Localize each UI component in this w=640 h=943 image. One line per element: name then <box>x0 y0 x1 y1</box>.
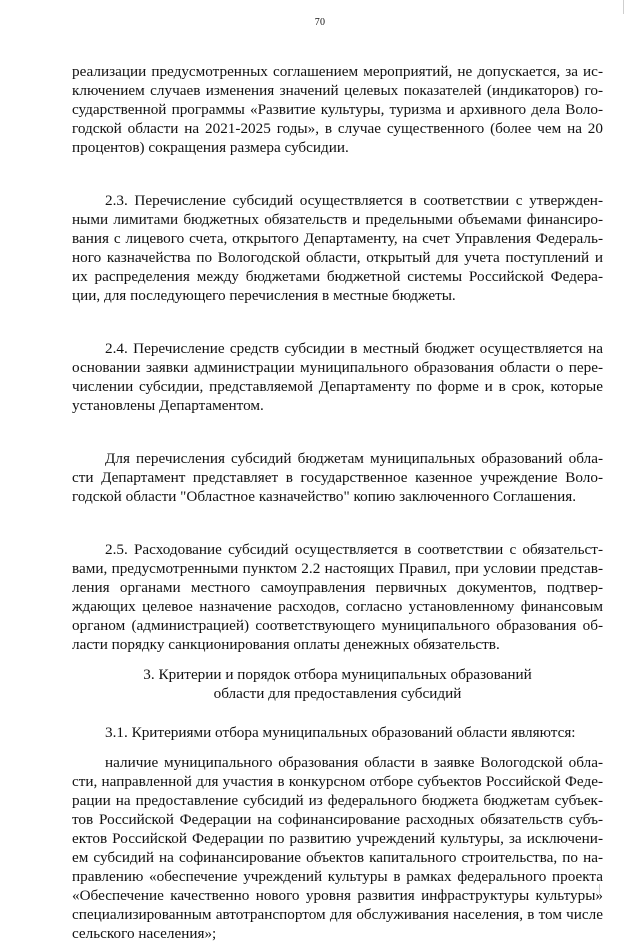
document-body <box>72 62 603 943</box>
page-number: 70 <box>314 17 326 28</box>
paragraph-2-3: 2.3. Перечисление субсидий осуществляется в соответствии с утвержденными лимитами бюджетных обязательств и предельными объемами финансирования с лицевого счета, открытого Департаменту, на счет Управления Федерального казначейства по Вологодской области, открытый для учета поступлений и их распределения между бюджетами бюджетной системы Российской Федерации, для последующего перечисления в местные бюджеты. <box>72 192 603 304</box>
section-3-heading-line-2: области для предоставления субсидий <box>213 685 462 702</box>
section-3-heading-line-1: 3. Критерии и порядок отбора муниципальных образований <box>143 666 532 683</box>
paragraph-3-1: 3.1. Критериями отбора муниципальных образований области являются: <box>105 724 576 741</box>
paragraph-transfer-note: Для перечисления субсидий бюджетам муниципальных образований области Департамент представляет в государственное казенное учреждение Вологодской области "Областное казначейство" копию заключенного Соглашения. <box>72 450 603 505</box>
section-3-heading <box>72 665 603 703</box>
paragraph-2-4: 2.4. Перечисление средств субсидии в местный бюджет осуществляется на основании заявки администрации муниципального образования области о перечислении субсидии, представляемой Департаменту по форме и в срок, которые установлены Департаментом. <box>72 340 603 414</box>
scan-edge-mark-top <box>623 0 624 14</box>
paragraph-continuation: реализации предусмотренных соглашением мероприятий, не допускается, за исключением случаев изменения значений целевых показателей (индикаторов) государственной программы «Развитие культуры, туризма и архивного дела Вологодской области на 2021-2025 годы», в случае существенного (более чем на 20 процентов) сокращения размера субсидии. <box>72 63 603 156</box>
paragraph-criteria-item: наличие муниципального образования области в заявке Вологодской области, направленной для участия в конкурсном отборе субъектов Российской Федерации на предоставление субсидий из федерального бюджета бюджетам субъектов Российской Федерации на софинансирование расходных обязательств субъектов Российской Федерации по развитию учреждений культуры, за исключением субсидий на софинансирование объектов капитального строительства, по направлению «обеспечение учреждений культуры в рамках федерального проекта «Обеспечение качественно нового уровня развития инфраструктуры культуры» специализированным автотранспортом для обслуживания населения, в том числе сельского населения»; <box>72 754 603 942</box>
paragraph-2-5: 2.5. Расходование субсидий осуществляется в соответствии с обязательствами, предусмотренными пунктом 2.2 настоящих Правил, при условии представления органами местного самоуправления первичных документов, подтверждающих целевое назначение расходов, согласно установленному финансовым органом (администрацией) соответствующего муниципального образования области порядку санкционирования оплаты денежных обязательств. <box>72 541 603 653</box>
